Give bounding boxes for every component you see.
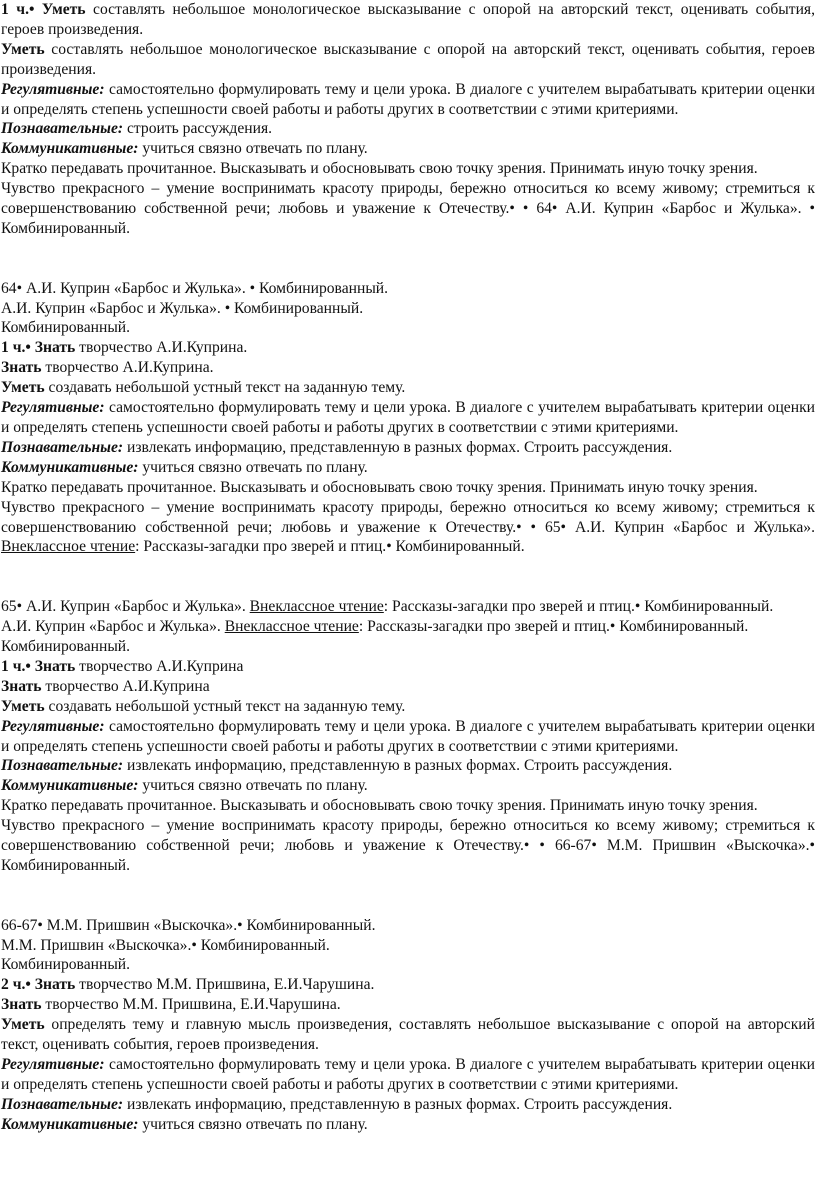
section-label: Регулятивные: bbox=[1, 80, 105, 98]
underlined-term: Внеклассное чтение bbox=[1, 538, 136, 556]
text-run: учиться связно отвечать по плану. bbox=[138, 777, 368, 795]
section-label: Коммуникативные: bbox=[1, 458, 139, 476]
paragraph bbox=[1, 756, 815, 776]
section-gap bbox=[1, 239, 815, 279]
paragraph bbox=[1, 338, 815, 358]
text-run: самостоятельно формулировать тему и цели урока. В диалоге с учителем вырабатывать критерии оценки и определять степень успешности своей работы и работы других в соответствии с этими критериями. bbox=[1, 80, 815, 118]
text-run: 66-67• М.М. Пришвин «Выскочка».• Комбинированный. bbox=[1, 916, 376, 934]
text-run: извлекать информацию, представленную в разных формах. Строить рассуждения. bbox=[123, 1095, 673, 1113]
section-label: Регулятивные: bbox=[1, 399, 105, 417]
text-run: творчество А.И.Куприна bbox=[41, 677, 210, 695]
section-label: Коммуникативные: bbox=[1, 777, 139, 795]
paragraph bbox=[1, 299, 815, 319]
paragraph bbox=[1, 498, 815, 558]
text-run: творчество А.И.Куприна. bbox=[41, 359, 214, 377]
paragraph bbox=[1, 1095, 815, 1115]
paragraph bbox=[1, 378, 815, 398]
paragraph bbox=[1, 697, 815, 717]
paragraph bbox=[1, 80, 815, 120]
bold-term: Уметь bbox=[1, 40, 45, 58]
text-run: А.И. Куприн «Барбос и Жулька». • Комбинированный. bbox=[1, 299, 364, 317]
paragraph bbox=[1, 398, 815, 438]
paragraph bbox=[1, 657, 815, 677]
lesson-section-p2 bbox=[1, 279, 815, 558]
text-run: извлекать информацию, представленную в разных формах. Строить рассуждения. bbox=[123, 757, 673, 775]
paragraph bbox=[1, 318, 815, 338]
paragraph bbox=[1, 179, 815, 239]
paragraph bbox=[1, 816, 815, 876]
paragraph bbox=[1, 975, 815, 995]
text-run: Комбинированный. bbox=[1, 319, 131, 337]
section-gap bbox=[1, 876, 815, 916]
paragraph bbox=[1, 119, 815, 139]
lesson-section-p1 bbox=[1, 0, 815, 239]
paragraph bbox=[1, 139, 815, 159]
text-run: составлять небольшое монологическое высказывание с опорой на авторский текст, оценивать события, героев произведения. bbox=[1, 1, 815, 38]
paragraph bbox=[1, 617, 815, 637]
paragraph bbox=[1, 458, 815, 478]
paragraph bbox=[1, 1015, 815, 1055]
bold-term: Знать bbox=[1, 359, 42, 377]
text-run: Кратко передавать прочитанное. Высказывать и обосновывать свою точку зрения. Принимать иную точку зрения. bbox=[1, 160, 758, 178]
paragraph bbox=[1, 955, 815, 975]
underlined-term: Внеклассное чтение bbox=[224, 618, 359, 636]
text-run: 65• А.И. Куприн «Барбос и Жулька». bbox=[1, 598, 250, 616]
text-run: Чувство прекрасного – умение воспринимать красоту природы, бережно относиться ко всему живому; стремиться к совершенствованию собственной речи; любовь и уважение к Отечеству.• • 65• А.И. Куприн «Барбос и Жулька». bbox=[1, 498, 815, 536]
paragraph bbox=[1, 637, 815, 657]
text-run: учиться связно отвечать по плану. bbox=[138, 140, 368, 158]
text-run: самостоятельно формулировать тему и цели урока. В диалоге с учителем вырабатывать критерии оценки и определять степень успешности своей работы и работы других в соответствии с этими критериями. bbox=[1, 717, 815, 755]
bold-term: 1 ч.• Уметь bbox=[1, 1, 86, 18]
paragraph bbox=[1, 159, 815, 179]
section-label: Регулятивные: bbox=[1, 717, 105, 735]
bold-term: 1 ч.• Знать bbox=[1, 657, 76, 675]
bold-term: Уметь bbox=[1, 697, 45, 715]
text-run: определять тему и главную мысль произведения, составлять небольшое высказывание с опорой на авторский текст, оценивать события, героев произведения. bbox=[1, 1016, 815, 1054]
text-run: творчество М.М. Пришвина, Е.И.Чарушина. bbox=[75, 976, 375, 994]
section-label: Познавательные: bbox=[1, 757, 124, 775]
text-run: создавать небольшой устный текст на заданную тему. bbox=[44, 379, 406, 397]
text-run: Комбинированный. bbox=[1, 956, 131, 974]
text-run: Кратко передавать прочитанное. Высказывать и обосновывать свою точку зрения. Принимать иную точку зрения. bbox=[1, 797, 758, 815]
text-run: учиться связно отвечать по плану. bbox=[138, 458, 368, 476]
text-run: А.И. Куприн «Барбос и Жулька». bbox=[1, 618, 225, 636]
section-label: Коммуникативные: bbox=[1, 140, 139, 158]
bold-term: Знать bbox=[1, 996, 42, 1014]
paragraph bbox=[1, 358, 815, 378]
paragraph bbox=[1, 279, 815, 299]
paragraph bbox=[1, 776, 815, 796]
text-run: извлекать информацию, представленную в разных формах. Строить рассуждения. bbox=[123, 438, 673, 456]
text-run: самостоятельно формулировать тему и цели урока. В диалоге с учителем вырабатывать критерии оценки и определять степень успешности своей работы и работы других в соответствии с этими критериями. bbox=[1, 399, 815, 437]
bold-term: Уметь bbox=[1, 1016, 45, 1034]
text-run: составлять небольшое монологическое высказывание с опорой на авторский текст, оценивать события, героев произведения. bbox=[1, 40, 815, 78]
underlined-term: Внеклассное чтение bbox=[249, 598, 384, 616]
text-run: создавать небольшой устный текст на заданную тему. bbox=[44, 697, 406, 715]
section-label: Регулятивные: bbox=[1, 1055, 105, 1073]
text-run: Комбинированный. bbox=[1, 637, 131, 655]
paragraph bbox=[1, 40, 815, 80]
paragraph bbox=[1, 1055, 815, 1095]
section-label: Коммуникативные: bbox=[1, 1115, 139, 1133]
paragraph bbox=[1, 438, 815, 458]
text-run: учиться связно отвечать по плану. bbox=[138, 1115, 368, 1133]
text-run: 64• А.И. Куприн «Барбос и Жулька». • Комбинированный. bbox=[1, 279, 389, 297]
paragraph bbox=[1, 796, 815, 816]
section-label: Познавательные: bbox=[1, 438, 124, 456]
text-run: творчество А.И.Куприна bbox=[75, 657, 244, 675]
bold-term: Уметь bbox=[1, 379, 45, 397]
text-run: : Рассказы-загадки про зверей и птиц.• Комбинированный. bbox=[358, 618, 749, 636]
text-run: Чувство прекрасного – умение воспринимать красоту природы, бережно относиться ко всему живому; стремиться к совершенствованию собственной речи; любовь и уважение к Отечеству.• • 64• А.И. Куприн «Барбос и Жулька». • Комбинированный. bbox=[1, 180, 815, 237]
paragraph bbox=[1, 0, 815, 40]
paragraph bbox=[1, 478, 815, 498]
text-run: творчество А.И.Куприна. bbox=[75, 339, 248, 357]
bold-term: 2 ч.• Знать bbox=[1, 976, 76, 994]
text-run: : Рассказы-загадки про зверей и птиц.• Комбинированный. bbox=[135, 538, 525, 556]
text-run: М.М. Пришвин «Выскочка».• Комбинированный. bbox=[1, 936, 330, 954]
paragraph bbox=[1, 677, 815, 697]
text-run: строить рассуждения. bbox=[123, 120, 273, 138]
paragraph bbox=[1, 916, 815, 936]
bold-term: Знать bbox=[1, 677, 42, 695]
lesson-section-p3 bbox=[1, 597, 815, 876]
text-run: самостоятельно формулировать тему и цели урока. В диалоге с учителем вырабатывать критерии оценки и определять степень успешности своей работы и работы других в соответствии с этими критериями. bbox=[1, 1055, 815, 1093]
paragraph bbox=[1, 597, 815, 617]
paragraph bbox=[1, 936, 815, 956]
paragraph bbox=[1, 717, 815, 757]
text-run: творчество М.М. Пришвина, Е.И.Чарушина. bbox=[41, 996, 341, 1014]
bold-term: 1 ч.• Знать bbox=[1, 339, 76, 357]
text-run: Чувство прекрасного – умение воспринимать красоту природы, бережно относиться ко всему живому; стремиться к совершенствованию собственной речи; любовь и уважение к Отечеству.• • 66-67• М.М. Пришвин «Выскочка».• Комбинированный. bbox=[1, 817, 815, 874]
paragraph bbox=[1, 995, 815, 1015]
section-label: Познавательные: bbox=[1, 120, 124, 138]
text-run: Кратко передавать прочитанное. Высказывать и обосновывать свою точку зрения. Принимать иную точку зрения. bbox=[1, 478, 758, 496]
section-label: Познавательные: bbox=[1, 1095, 124, 1113]
paragraph bbox=[1, 1115, 815, 1135]
lesson-section-p4 bbox=[1, 916, 815, 1135]
text-run: : Рассказы-загадки про зверей и птиц.• Комбинированный. bbox=[383, 598, 774, 616]
section-gap bbox=[1, 557, 815, 597]
